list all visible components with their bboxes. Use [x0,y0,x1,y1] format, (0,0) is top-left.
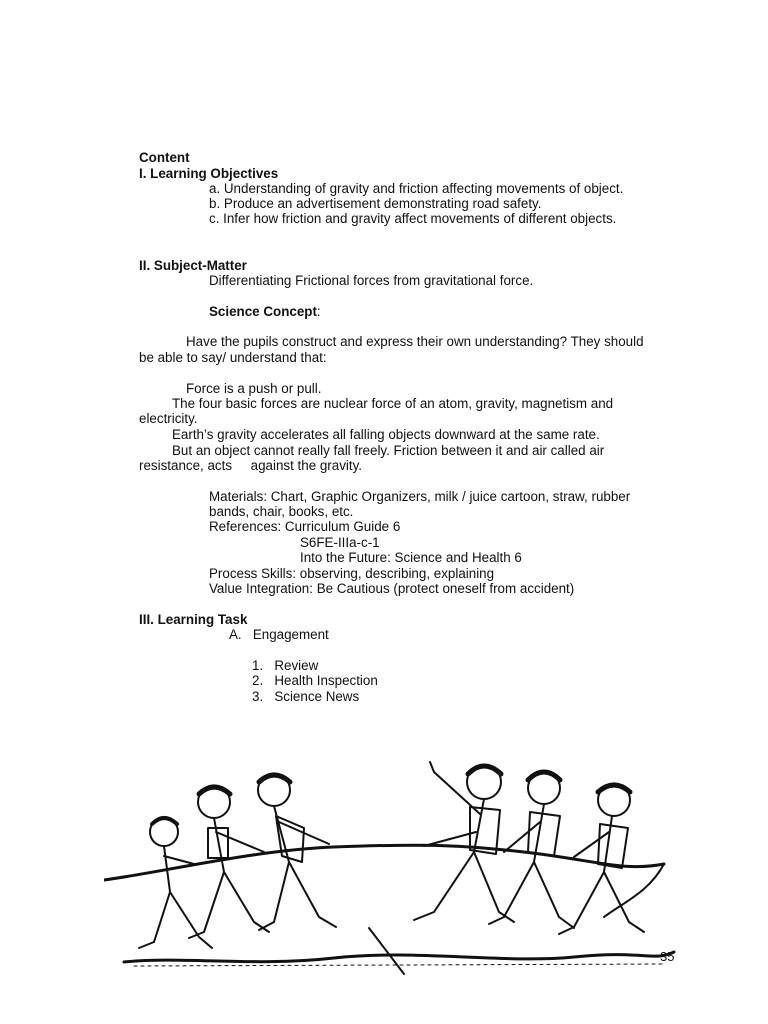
section-2-title: II. Subject-Matter [139,258,247,273]
section-1-title: I. Learning Objectives [139,166,279,181]
concept-line-3: electricity. [139,411,198,426]
materials-line-2: bands, chair, books, etc. [209,504,354,519]
concept-line-5: But an object cannot really fall freely. Friction between it and air called air [172,443,605,458]
science-concept-heading [209,304,321,319]
science-concept-colon: : [316,304,321,319]
reference-code: S6FE-IIIa-c-1 [300,535,380,550]
ground-line [124,952,674,962]
content-heading: Content [139,150,190,165]
tug-of-war-illustration [104,752,680,976]
task-item-2: 2. Health Inspection [252,673,378,688]
center-line [369,928,404,974]
concept-line-1: Force is a push or pull. [186,381,322,396]
concept-line-4: Earth’s gravity accelerates all falling objects downward at the same rate. [172,427,600,442]
science-concept-label: Science Concept [209,304,317,319]
kid-1 [139,818,212,948]
objective-b: b. Produce an advertisement demonstrating road safety. [209,196,542,211]
process-skills: Process Skills: observing, describing, explaining [209,566,495,581]
concept-line-2: The four basic forces are nuclear force of an atom, gravity, magnetism and [172,396,614,411]
value-integration: Value Integration: Be Cautious (protect oneself from accident) [209,581,575,596]
task-item-1: 1. Review [252,658,319,673]
materials-line-1: Materials: Chart, Graphic Organizers, milk / juice cartoon, straw, rubber [209,489,631,504]
intro-line-2: be able to say/ understand that: [139,350,327,365]
engagement: A. Engagement [229,627,329,642]
section-3-title: III. Learning Task [139,612,248,627]
page-number: 35 [660,949,675,964]
references: References: Curriculum Guide 6 [209,519,401,534]
intro-line-1: Have the pupils construct and express their own understanding? They should [186,334,644,349]
task-item-3: 3. Science News [252,689,360,704]
concept-line-6: resistance, acts against the gravity. [139,458,363,473]
kid-4 [414,762,514,922]
subject-matter: Differentiating Frictional forces from gravitational force. [209,273,534,288]
objective-c: c. Infer how friction and gravity affect movements of different objects. [209,211,617,226]
reference-book: Into the Future: Science and Health 6 [300,550,522,565]
ground-grass [134,964,664,966]
objective-a: a. Understanding of gravity and friction affecting movements of object. [209,181,624,196]
